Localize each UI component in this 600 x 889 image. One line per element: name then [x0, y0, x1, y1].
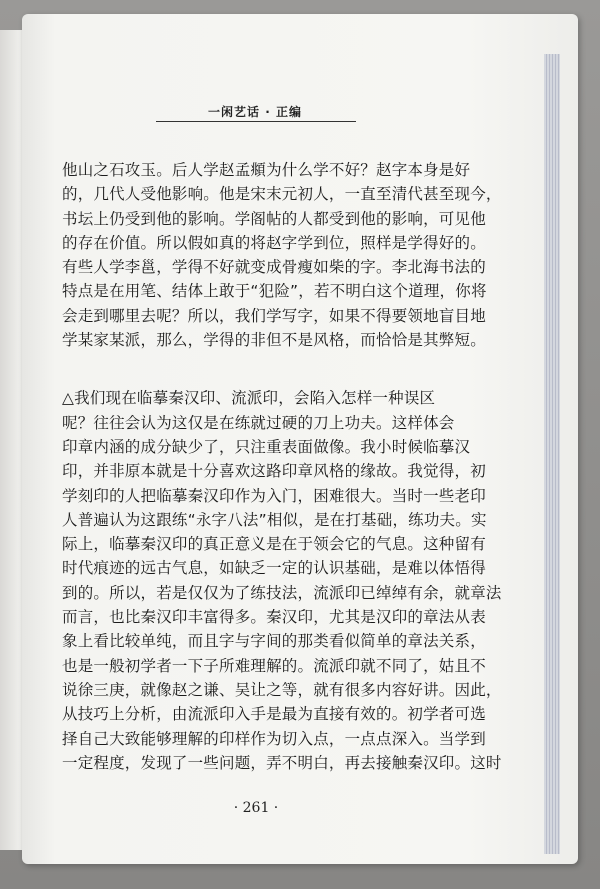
text-line: 说徐三庚，就像赵之谦、吴让之等，就有很多内容好讲。因此， [62, 680, 502, 699]
text-line: 人普遍认为这跟练“永字八法”相似，是在打基础，练功夫。实 [62, 510, 487, 529]
paragraph-2 [62, 386, 524, 775]
text-line: 也是一般初学者一下子所难理解的。流派印就不同了，姑且不 [62, 656, 486, 675]
text-line: 的，几代人受他影响。他是宋末元初人，一直至清代甚至现今， [62, 185, 502, 204]
text-line: 从技巧上分析，由流派印入手是最为直接有效的。初学者可选 [62, 705, 486, 724]
text-line: 呢？往往会认为这仅是在练就过硬的刀上功夫。这样体会 [62, 413, 455, 432]
page-number: · 261 · [233, 800, 279, 816]
text-line: 一定程度，发现了一些问题，弄不明白，再去接触秦汉印。这时 [62, 753, 502, 772]
running-head-rule [156, 121, 356, 122]
text-line: 他山之石攻玉。后人学赵孟頫为什么学不好？赵字本身是好 [62, 161, 471, 179]
text-line: 到的。所以，若是仅仅为了练技法，流派印已绰绰有余，就章法 [62, 583, 502, 602]
text-line: 会走到哪里去呢？所以，我们学写字，如果不得要领地盲目地 [62, 306, 486, 325]
text-line: 而言，也比秦汉印丰富得多。秦汉印，尤其是汉印的章法从表 [62, 608, 486, 627]
text-line: 有些人学李邕，学得不好就变成骨瘦如柴的字。李北海书法的 [62, 258, 486, 277]
page-edges [544, 54, 560, 854]
text-line: △我们现在临摹秦汉印、流派印，会陷入怎样一种误区 [62, 389, 436, 408]
body-text [62, 158, 524, 775]
text-line: 学刻印的人把临摹秦汉印作为入门，困难很大。当时一些老印 [62, 486, 486, 505]
paragraph-gap [62, 352, 524, 386]
text-line: 学某家某派，那么，学得的非但不是风格，而恰恰是其弊短。 [62, 331, 486, 350]
text-line: 择自己大致能够理解的印样作为切入点，一点点深入。当学到 [62, 729, 486, 748]
text-line: 印章内涵的成分缺少了，只注重表面做像。我小时候临摹汉 [62, 437, 471, 456]
text-line: 特点是在用笔、结体上敢于“犯险”，若不明白这个道理，你将 [62, 282, 487, 301]
running-head: 一闲艺话 · 正编 [208, 105, 302, 119]
text-line: 书坛上仍受到他的影响。学阁帖的人都受到他的影响，可见他 [62, 209, 486, 228]
text-line: 的存在价值。所以假如真的将赵字学到位，照样是学得好的。 [62, 233, 486, 252]
paragraph-1 [62, 158, 524, 352]
text-line: 象上看比较单纯，而且字与字间的那类看似简单的章法关系， [62, 632, 486, 651]
text-line: 际上，临摹秦汉印的真正意义是在于领会它的气息。这种留有 [62, 535, 486, 554]
text-line: 时代痕迹的远古气息，如缺乏一定的认识基础，是难以体悟得 [62, 559, 486, 578]
text-line: 印，并非原本就是十分喜欢这路印章风格的缘故。我觉得，初 [62, 462, 486, 481]
